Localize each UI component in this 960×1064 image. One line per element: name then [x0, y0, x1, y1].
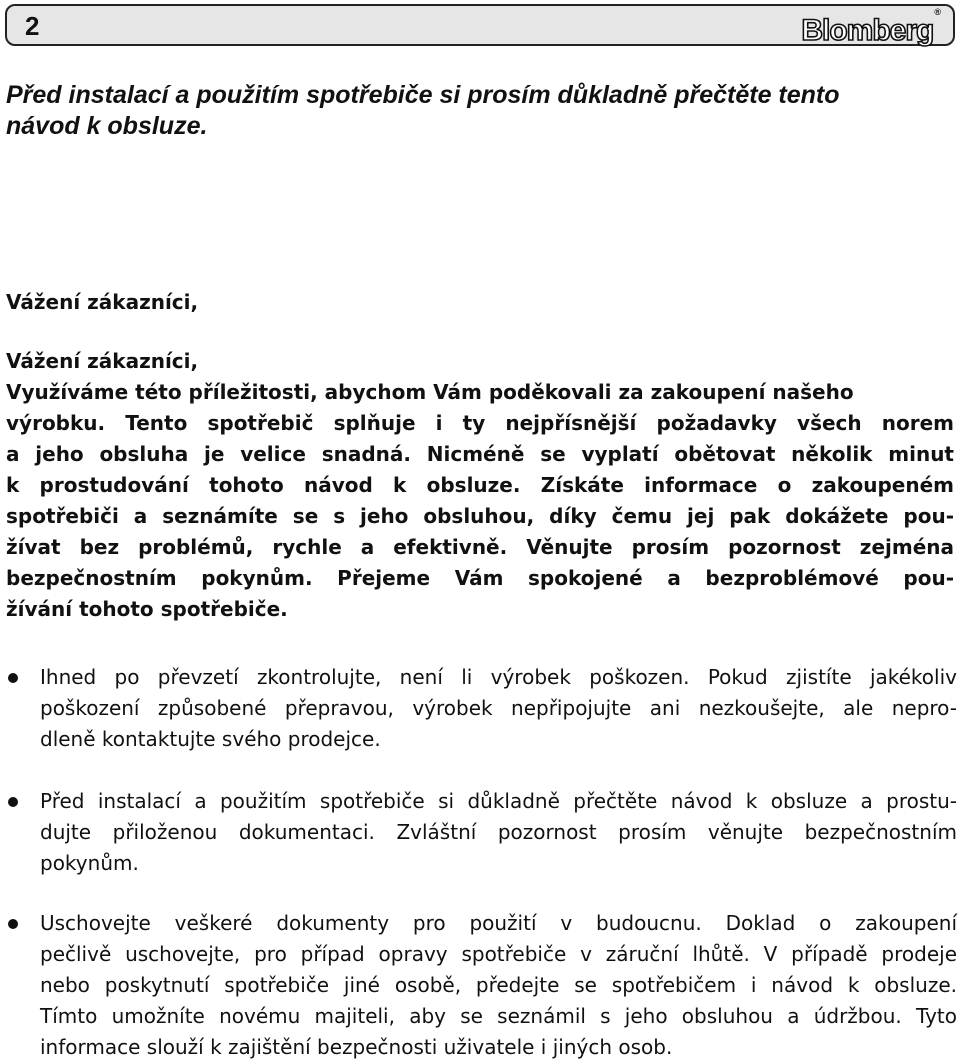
- list-item-line: pečlivě uschovejte, pro případ opravy spotřebiče v záruční lhůtě. V případě prodeje: [40, 942, 957, 966]
- list-item-line: nebo poskytnutí spotřebiče jiné osobě, předejte se spotřebičem i návod k obsluze.: [40, 973, 957, 997]
- page-number: 2: [25, 11, 40, 41]
- intro-paragraph: [6, 346, 954, 625]
- intro-line: žívání tohoto spotřebiče.: [6, 597, 288, 621]
- intro-line: výrobku. Tento spotřebič splňuje i ty nejpřísnější požadavky všech norem: [6, 411, 954, 435]
- intro-line: spotřebiči a seznámíte se s jeho obsluhou, díky čemu jej pak dokážete pou-: [6, 504, 954, 528]
- list-item-line: poškození způsobené přepravou, výrobek nepřipojujte ani nezkoušejte, ale nepro-: [40, 696, 957, 720]
- title-line-1: Před instalací a použitím spotřebiče si prosím důkladně přečtěte tento: [6, 81, 840, 109]
- list-item-text: [40, 908, 957, 1063]
- bullet-icon: [8, 919, 18, 929]
- bullet-icon: [8, 673, 18, 683]
- registered-mark: ®: [934, 7, 940, 17]
- list-item-line: dujte přiloženou dokumentaci. Zvláštní pozornost prosím věnujte bezpečnostním: [40, 820, 957, 844]
- list-item-line: Ihned po převzetí zkontrolujte, není li výrobek poškozen. Pokud zjistíte jakékoliv: [40, 665, 957, 689]
- list-item-line: dleně kontaktujte svého prodejce.: [40, 727, 381, 751]
- intro-line: a jeho obsluha je velice snadná. Nicméně se vyplatí obětovat několik minut: [6, 442, 954, 466]
- list-item-line: Tímto umožníte novému majiteli, aby se seznámil s jeho obsluhou a údržbou. Tyto: [40, 1004, 957, 1028]
- list-item-line: Před instalací a použitím spotřebiče si důkladně přečtěte návod k obsluze a prostu-: [40, 789, 957, 813]
- intro-line: k prostudování tohoto návod k obsluze. Získáte informace o zakoupeném: [6, 473, 954, 497]
- list-item-text: [40, 786, 957, 879]
- list-item-text: [40, 662, 957, 755]
- bullet-icon: [8, 797, 18, 807]
- title-line-2: návod k obsluze.: [6, 112, 208, 140]
- brand-name: Blomberg: [801, 14, 934, 47]
- intro-line: Vážení zákazníci,: [6, 349, 199, 373]
- greeting: Vážení zákazníci,: [6, 290, 199, 314]
- list-item-line: pokynům.: [40, 851, 139, 875]
- page-header: [5, 4, 955, 46]
- blomberg-logo: [801, 7, 940, 47]
- intro-line: bezpečnostním pokynům. Přejeme Vám spokojené a bezproblémové pou-: [6, 566, 954, 590]
- page-title: [6, 80, 951, 142]
- intro-line: Využíváme této příležitosti, abychom Vám poděkovali za zakoupení našeho: [6, 380, 854, 404]
- list-item-line: informace slouží k zajištění bezpečnosti uživatele i jiných osob.: [40, 1035, 673, 1059]
- intro-line: žívat bez problémů, rychle a efektivně. Věnujte prosím pozornost zejména: [6, 535, 954, 559]
- list-item-line: Uschovejte veškeré dokumenty pro použití v budoucnu. Doklad o zakoupení: [40, 911, 957, 935]
